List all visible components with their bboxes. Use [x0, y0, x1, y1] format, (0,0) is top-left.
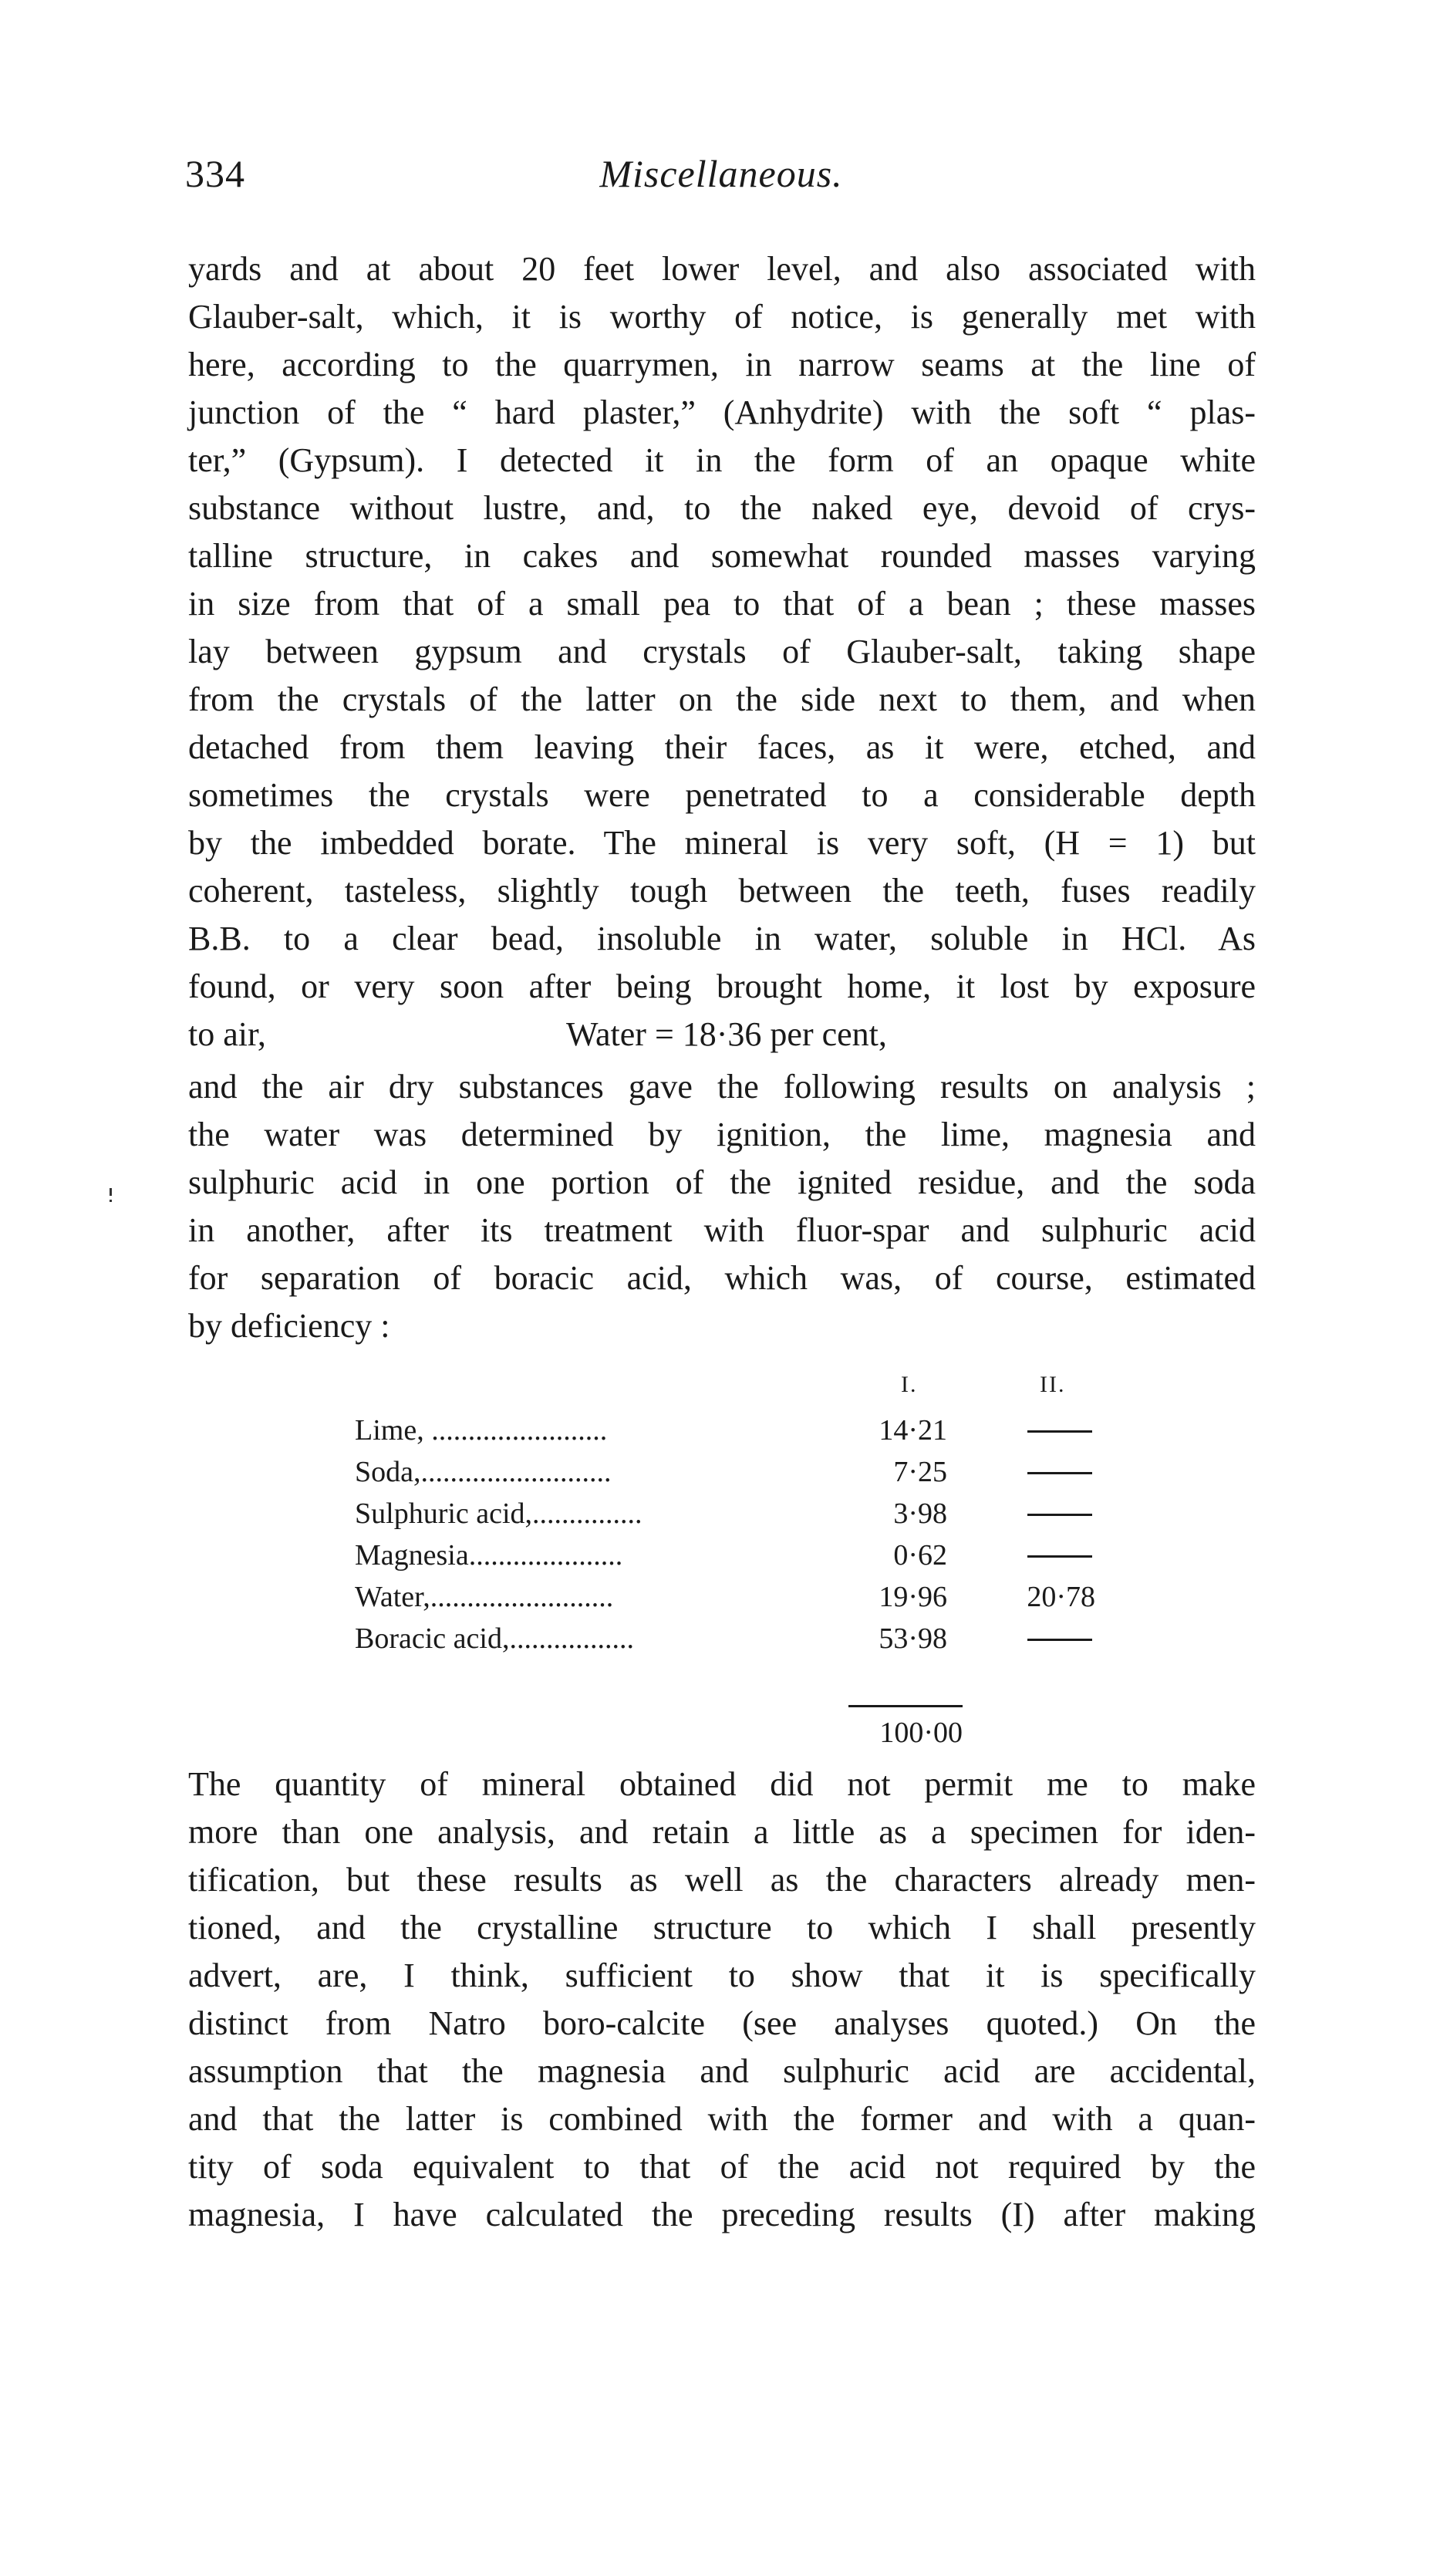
text-line: detached from them leaving their faces, as it were, etched, and [188, 728, 1256, 766]
margin-mark [108, 1188, 113, 1205]
component-name: Lime, ........................ [355, 1414, 608, 1447]
component-name: Water,......................... [355, 1581, 614, 1613]
text-line: more than one analysis, and retain a little as a specimen for iden- [188, 1813, 1256, 1851]
text-line: tity of soda equivalent to that of the acid not required by the [188, 2148, 1256, 2186]
table-row [355, 1619, 1095, 1659]
dash-ii [1027, 1430, 1092, 1433]
value-i: 53·98 [879, 1622, 947, 1655]
component-name: Boracic acid,................. [355, 1622, 634, 1655]
text-line: lay between gypsum and crystals of Glauber-salt, taking shape [188, 633, 1256, 670]
dash-ii [1027, 1555, 1092, 1558]
text-line: tification, but these results as well as the characters already men- [188, 1861, 1256, 1899]
page-number: 334 [185, 152, 245, 195]
value-i: 0·62 [893, 1539, 947, 1572]
component-name: Magnesia..................... [355, 1539, 623, 1572]
text-line: by the imbedded borate. The mineral is very soft, (H = 1) but [188, 824, 1256, 862]
text-line: here, according to the quarrymen, in narrow seams at the line of [188, 346, 1256, 383]
text-line: substance without lustre, and, to the naked eye, devoid of crys- [188, 489, 1256, 527]
text-line: distinct from Natro boro-calcite (see analyses quoted.) On the [188, 2004, 1256, 2042]
paragraph-1 [188, 245, 1256, 1058]
column-header-i: I. [901, 1372, 918, 1397]
text-line: B.B. to a clear bead, insoluble in water, soluble in HCl. As [188, 920, 1256, 957]
text-line: coherent, tasteless, slightly tough between the teeth, fuses readily [188, 872, 1256, 910]
table-row [355, 1410, 1095, 1450]
running-title: Miscellaneous. [599, 152, 843, 195]
value-i: 19·96 [879, 1581, 947, 1613]
table-row [355, 1494, 1095, 1534]
text-line: junction of the “ hard plaster,” (Anhydrite) with the soft “ plas- [188, 393, 1256, 431]
text-line: the water was determined by ignition, the lime, magnesia and [188, 1116, 1256, 1153]
water-loss-line [188, 1011, 1256, 1058]
component-name: Sulphuric acid,............... [355, 1497, 642, 1530]
text-line: and the air dry substances gave the following results on analysis ; [188, 1068, 1256, 1106]
paragraph-2 [188, 1063, 1256, 1350]
dash-ii [1027, 1514, 1092, 1516]
table-row [355, 1535, 1095, 1575]
text-line: found, or very soon after being brought home, it lost by exposure [188, 967, 1256, 1005]
component-name: Soda,.......................... [355, 1456, 612, 1488]
text-line: yards and at about 20 feet lower level, and also associated with [188, 250, 1256, 288]
paragraph-3 [188, 1761, 1256, 2239]
dash-ii [1027, 1639, 1092, 1641]
table-row [355, 1452, 1095, 1492]
value-i: 3·98 [893, 1497, 947, 1530]
water-loss-lead: to air, [188, 1015, 266, 1053]
table-row [355, 1577, 1095, 1617]
text-line: Glauber-salt, which, it is worthy of notice, is generally met with [188, 298, 1256, 336]
text-line: talline structure, in cakes and somewhat rounded masses varying [188, 537, 1256, 575]
text-line: advert, are, I think, sufficient to show that it is specifically [188, 1956, 1256, 1994]
value-ii: 20·78 [1027, 1581, 1095, 1613]
text-line: in size from that of a small pea to that of a bean ; these masses [188, 585, 1256, 623]
value-i: 14·21 [879, 1414, 947, 1447]
sum-rule [848, 1705, 963, 1707]
text-line: ter,” (Gypsum). I detected it in the form of an opaque white [188, 441, 1256, 479]
column-header-ii: II. [1040, 1372, 1066, 1397]
text-line: sulphuric acid in one portion of the ignited residue, and the soda [188, 1163, 1256, 1201]
text-line: in another, after its treatment with fluor-spar and sulphuric acid [188, 1211, 1256, 1249]
text-line: by deficiency : [188, 1307, 390, 1345]
running-head [185, 151, 1257, 205]
text-line: magnesia, I have calculated the preceding results (I) after making [188, 2196, 1256, 2233]
value-i: 7·25 [893, 1456, 947, 1488]
text-line: assumption that the magnesia and sulphuric acid are accidental, [188, 2052, 1256, 2090]
total-value: 100·00 [879, 1717, 963, 1749]
text-line: from the crystals of the latter on the side next to them, and when [188, 680, 1256, 718]
dash-ii [1027, 1472, 1092, 1474]
text-line: for separation of boracic acid, which was, of course, estimated [188, 1259, 1256, 1297]
text-line: and that the latter is combined with the former and with a quan- [188, 2100, 1256, 2138]
text-line: sometimes the crystals were penetrated to a considerable depth [188, 776, 1256, 814]
water-loss-value: Water = 18·36 per cent, [566, 1015, 887, 1053]
text-line: tioned, and the crystalline structure to which I shall presently [188, 1909, 1256, 1946]
text-line: The quantity of mineral obtained did not permit me to make [188, 1765, 1256, 1803]
